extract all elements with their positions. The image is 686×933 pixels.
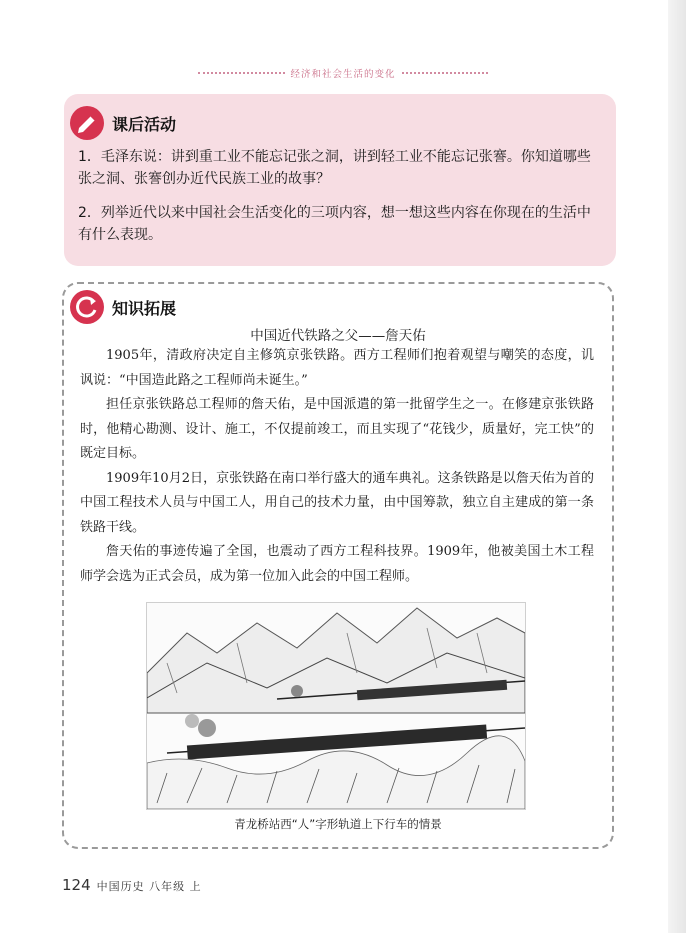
after-class-activity-box [64,94,616,266]
after-class-heading [70,106,176,140]
header-dots-left [198,72,285,74]
activity-item-1: 1．毛泽东说：讲到重工业不能忘记张之洞，讲到轻工业不能忘记张謇。你知道哪些张之洞、张謇创办近代民族工业的故事？ [78,149,591,187]
article-paragraph-3: 1909年10月2日，京张铁路在南口举行盛大的通车典礼。这条铁路是以詹天佑为首的中国工程技术人员与中国工人，用自己的技术力量，由中国筹款，独立自主建成的第一条铁路干线。 [80,470,594,535]
page-edge [668,0,686,933]
page-number: 124 [62,876,91,894]
image-caption: 青龙桥站西“人”字形轨道上下行车的情景 [234,817,442,831]
after-class-title: 课后活动 [112,114,177,134]
article-paragraph-2: 担任京张铁路总工程师的詹天佑，是中国派遣的第一批留学生之一。在修建京张铁路时，他精心勘测、设计、施工，不仅提前竣工，而且实现了“花钱少，质量好，完工快”的既定目标。 [80,397,594,461]
activity-list [78,146,603,258]
running-title: 经济和社会生活的变化 [290,69,396,80]
book-title: 中国历史 八年级 上 [96,880,202,893]
article-title: 中国近代铁路之父——詹天佑 [250,328,426,344]
knowledge-expansion-box [62,282,614,849]
page-footer [62,876,202,894]
knowledge-title: 知识拓展 [112,298,177,318]
railway-illustration [146,602,526,810]
pencil-circle-icon [70,106,104,140]
activity-item-2: 2．列举近代以来中国社会生活变化的三项内容，想一想这些内容在你现在的生活中有什么表现。 [78,205,591,243]
article-paragraph-4: 詹天佑的事迹传遍了全国，也震动了西方工程科技界。1909年，他被美国土木工程师学会选为正式会员，成为第一位加入此会的中国工程师。 [80,544,594,584]
header-dots-right [402,72,489,74]
knowledge-heading [70,290,176,324]
article-paragraph-1: 1905年，清政府决定自主修筑京张铁路。西方工程师们抱着观望与嘲笑的态度，讥讽说：“中国造此路之工程师尚未诞生。” [80,348,594,388]
running-header [198,66,488,80]
arrow-circle-icon [70,290,104,324]
article-body [80,344,594,589]
